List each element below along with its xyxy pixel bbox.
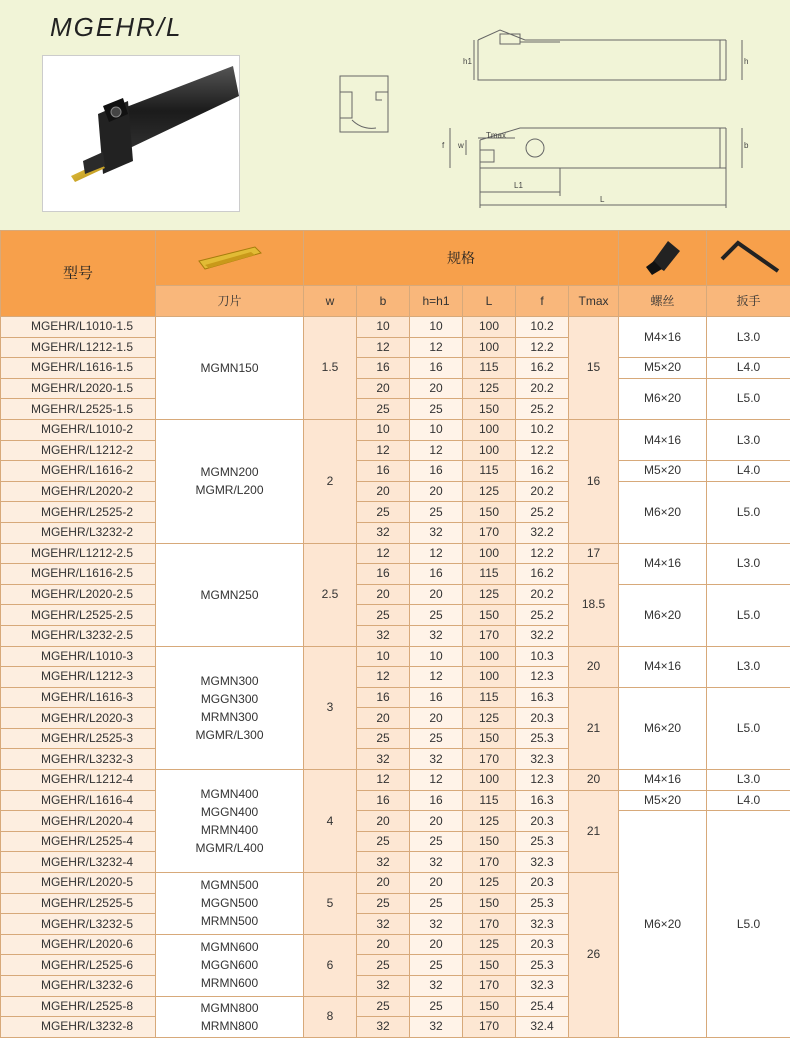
key-cell: L3.0 <box>707 646 790 687</box>
b-cell: 16 <box>357 687 410 708</box>
blade-name: MGMR/L300 <box>195 727 264 742</box>
f-cell: 32.4 <box>516 1017 569 1038</box>
screw-cell: M4×16 <box>619 770 707 791</box>
model-cell: MGEHR/L2020-3 <box>1 708 156 729</box>
b-cell: 10 <box>357 419 410 440</box>
screw-image-cell <box>619 231 707 286</box>
f-cell: 20.3 <box>516 934 569 955</box>
key-cell: L3.0 <box>707 419 790 460</box>
model-cell: MGEHR/L2020-6 <box>1 934 156 955</box>
w-cell: 3 <box>304 646 357 770</box>
l-cell: 100 <box>463 337 516 358</box>
model-cell: MGEHR/L2525-8 <box>1 996 156 1017</box>
l-cell: 170 <box>463 749 516 770</box>
screw-cell: M4×16 <box>619 543 707 584</box>
l-cell: 100 <box>463 770 516 791</box>
b-cell: 25 <box>357 893 410 914</box>
model-cell: MGEHR/L3232-2.5 <box>1 625 156 646</box>
label-tmax: Tmax <box>486 131 506 140</box>
h-cell: 20 <box>410 873 463 894</box>
l-cell: 150 <box>463 893 516 914</box>
table-row <box>1 317 790 338</box>
screw-cell: M4×16 <box>619 317 707 358</box>
model-header: 型号 <box>1 231 156 317</box>
model-cell: MGEHR/L3232-2 <box>1 522 156 543</box>
h-cell: 25 <box>410 728 463 749</box>
model-cell: MGEHR/L2525-4 <box>1 831 156 852</box>
b-cell: 32 <box>357 914 410 935</box>
table-row <box>1 687 790 708</box>
f-cell: 10.3 <box>516 646 569 667</box>
model-cell: MGEHR/L3232-5 <box>1 914 156 935</box>
blade-name: MGGN300 <box>200 691 259 706</box>
b-cell: 20 <box>357 708 410 729</box>
key-cell: L3.0 <box>707 317 790 358</box>
b-cell: 32 <box>357 749 410 770</box>
model-cell: MGEHR/L1212-2 <box>1 440 156 461</box>
label-f: f <box>442 141 445 150</box>
l-cell: 115 <box>463 461 516 482</box>
model-cell: MGEHR/L1010-3 <box>1 646 156 667</box>
l-cell: 115 <box>463 687 516 708</box>
blade-name: MGMN150 <box>200 360 259 375</box>
b-cell: 20 <box>357 934 410 955</box>
f-cell: 12.2 <box>516 440 569 461</box>
h-cell: 32 <box>410 914 463 935</box>
model-cell: MGEHR/L1616-4 <box>1 790 156 811</box>
model-cell: MGEHR/L2525-2 <box>1 502 156 523</box>
h-header: h=h1 <box>410 286 463 317</box>
w-cell: 1.5 <box>304 317 357 420</box>
h-cell: 25 <box>410 605 463 626</box>
f-cell: 25.2 <box>516 502 569 523</box>
header-row <box>1 231 790 286</box>
blade-name: MGGN400 <box>200 805 259 820</box>
blade-name: MRMN400 <box>200 823 259 838</box>
l-cell: 125 <box>463 934 516 955</box>
model-cell: MGEHR/L2525-5 <box>1 893 156 914</box>
f-cell: 25.2 <box>516 605 569 626</box>
b-cell: 12 <box>357 543 410 564</box>
w-cell: 2.5 <box>304 543 357 646</box>
h-cell: 16 <box>410 564 463 585</box>
l-cell: 125 <box>463 481 516 502</box>
screw-cell: M6×20 <box>619 481 707 543</box>
key-header: 扳手 <box>707 286 790 317</box>
f-cell: 20.3 <box>516 873 569 894</box>
l-header: L <box>463 286 516 317</box>
model-cell: MGEHR/L2525-2.5 <box>1 605 156 626</box>
h-cell: 12 <box>410 770 463 791</box>
w-cell: 2 <box>304 419 357 543</box>
w-cell: 5 <box>304 873 357 935</box>
screw-cell: M6×20 <box>619 687 707 769</box>
table-row <box>1 461 790 482</box>
b-cell: 16 <box>357 358 410 379</box>
f-cell: 32.3 <box>516 749 569 770</box>
l-cell: 100 <box>463 646 516 667</box>
tmax-cell: 26 <box>569 873 619 1038</box>
model-cell: MGEHR/L2020-4 <box>1 811 156 832</box>
l-cell: 115 <box>463 358 516 379</box>
l-cell: 100 <box>463 317 516 338</box>
blade-name: MGMN500 <box>200 878 259 893</box>
f-cell: 16.3 <box>516 790 569 811</box>
insert-icon <box>195 241 265 273</box>
model-cell: MGEHR/L3232-8 <box>1 1017 156 1038</box>
l-cell: 150 <box>463 728 516 749</box>
blade-cell <box>156 770 304 873</box>
table-row <box>1 543 790 564</box>
blade-cell <box>156 317 304 420</box>
f-cell: 12.2 <box>516 337 569 358</box>
l-cell: 170 <box>463 1017 516 1038</box>
model-cell: MGEHR/L1010-2 <box>1 419 156 440</box>
b-cell: 32 <box>357 625 410 646</box>
blade-name: MGMN250 <box>200 587 259 602</box>
f-cell: 12.3 <box>516 770 569 791</box>
table-row <box>1 584 790 605</box>
h-cell: 20 <box>410 811 463 832</box>
blade-name: MGMN600 <box>200 940 259 955</box>
screw-cell: M5×20 <box>619 461 707 482</box>
tmax-cell: 17 <box>569 543 619 564</box>
screw-cell: M6×20 <box>619 811 707 1038</box>
blade-name: MRMN800 <box>200 1018 259 1033</box>
w-cell: 8 <box>304 996 357 1037</box>
b-header: b <box>357 286 410 317</box>
label-w: w <box>458 141 464 150</box>
tmax-cell: 18.5 <box>569 564 619 646</box>
l-cell: 100 <box>463 419 516 440</box>
f-header: f <box>516 286 569 317</box>
key-cell: L5.0 <box>707 687 790 769</box>
model-cell: MGEHR/L3232-3 <box>1 749 156 770</box>
model-cell: MGEHR/L2020-1.5 <box>1 378 156 399</box>
blade-name: MRMN600 <box>200 976 259 991</box>
h-cell: 32 <box>410 522 463 543</box>
blade-cell <box>156 543 304 646</box>
h-cell: 16 <box>410 461 463 482</box>
f-cell: 12.3 <box>516 667 569 688</box>
blade-name: MGGN600 <box>200 958 259 973</box>
f-cell: 20.2 <box>516 481 569 502</box>
table-row <box>1 378 790 399</box>
model-cell: MGEHR/L1010-1.5 <box>1 317 156 338</box>
key-cell: L5.0 <box>707 811 790 1038</box>
blade-name: MGMN400 <box>200 787 259 802</box>
b-cell: 10 <box>357 317 410 338</box>
b-cell: 12 <box>357 770 410 791</box>
table-row <box>1 358 790 379</box>
blade-name: MGMR/L400 <box>195 841 264 856</box>
blade-header: 刀片 <box>156 286 304 317</box>
l-cell: 170 <box>463 852 516 873</box>
model-cell: MGEHR/L3232-4 <box>1 852 156 873</box>
h-cell: 32 <box>410 976 463 997</box>
model-cell: MGEHR/L2525-1.5 <box>1 399 156 420</box>
h-cell: 12 <box>410 440 463 461</box>
f-cell: 32.2 <box>516 522 569 543</box>
insert-image-cell <box>156 231 304 286</box>
f-cell: 25.3 <box>516 831 569 852</box>
w-cell: 4 <box>304 770 357 873</box>
l-cell: 100 <box>463 667 516 688</box>
l-cell: 125 <box>463 378 516 399</box>
f-cell: 25.2 <box>516 399 569 420</box>
b-cell: 20 <box>357 378 410 399</box>
l-cell: 115 <box>463 564 516 585</box>
h-cell: 20 <box>410 378 463 399</box>
l-cell: 170 <box>463 976 516 997</box>
b-cell: 25 <box>357 502 410 523</box>
b-cell: 16 <box>357 564 410 585</box>
key-cell: L5.0 <box>707 378 790 419</box>
f-cell: 20.2 <box>516 584 569 605</box>
f-cell: 16.2 <box>516 461 569 482</box>
h-cell: 25 <box>410 399 463 420</box>
b-cell: 20 <box>357 481 410 502</box>
blade-name: MGMN200 <box>200 465 259 480</box>
h-cell: 25 <box>410 831 463 852</box>
tmax-cell: 20 <box>569 770 619 791</box>
f-cell: 10.2 <box>516 317 569 338</box>
b-cell: 12 <box>357 337 410 358</box>
screw-cell: M6×20 <box>619 584 707 646</box>
b-cell: 16 <box>357 461 410 482</box>
b-cell: 32 <box>357 976 410 997</box>
label-h1: h1 <box>463 57 472 66</box>
screw-cell: M4×16 <box>619 419 707 460</box>
key-cell: L4.0 <box>707 358 790 379</box>
l-cell: 100 <box>463 543 516 564</box>
table-row <box>1 770 790 791</box>
key-cell: L4.0 <box>707 790 790 811</box>
spec-header: 规格 <box>304 231 619 286</box>
l-cell: 150 <box>463 996 516 1017</box>
b-cell: 25 <box>357 399 410 420</box>
w-header: w <box>304 286 357 317</box>
page-title: MGEHR/L <box>50 12 183 42</box>
b-cell: 20 <box>357 873 410 894</box>
b-cell: 20 <box>357 811 410 832</box>
model-cell: MGEHR/L2020-2.5 <box>1 584 156 605</box>
model-cell: MGEHR/L1616-1.5 <box>1 358 156 379</box>
key-cell: L3.0 <box>707 543 790 584</box>
h-cell: 12 <box>410 337 463 358</box>
screw-cell: M6×20 <box>619 378 707 419</box>
f-cell: 20.3 <box>516 811 569 832</box>
model-cell: MGEHR/L1616-3 <box>1 687 156 708</box>
h-cell: 32 <box>410 749 463 770</box>
hex-key-icon <box>714 237 784 277</box>
h-cell: 16 <box>410 790 463 811</box>
b-cell: 32 <box>357 522 410 543</box>
tmax-header: Tmax <box>569 286 619 317</box>
key-cell: L3.0 <box>707 770 790 791</box>
h-cell: 10 <box>410 317 463 338</box>
b-cell: 16 <box>357 790 410 811</box>
blade-name: MGMN300 <box>200 673 259 688</box>
b-cell: 12 <box>357 667 410 688</box>
h-cell: 20 <box>410 584 463 605</box>
h-cell: 10 <box>410 419 463 440</box>
b-cell: 25 <box>357 955 410 976</box>
blade-cell <box>156 873 304 935</box>
label-b: b <box>744 141 749 150</box>
b-cell: 25 <box>357 996 410 1017</box>
screw-cell: M4×16 <box>619 646 707 687</box>
h-cell: 16 <box>410 358 463 379</box>
tmax-cell: 15 <box>569 317 619 420</box>
screw-header: 螺丝 <box>619 286 707 317</box>
l-cell: 125 <box>463 584 516 605</box>
blade-cell <box>156 934 304 996</box>
h-cell: 12 <box>410 667 463 688</box>
label-h: h <box>744 57 749 66</box>
header-panel <box>0 0 790 230</box>
f-cell: 32.2 <box>516 625 569 646</box>
l-cell: 170 <box>463 522 516 543</box>
f-cell: 25.3 <box>516 728 569 749</box>
b-cell: 32 <box>357 852 410 873</box>
b-cell: 20 <box>357 584 410 605</box>
w-cell: 6 <box>304 934 357 996</box>
b-cell: 25 <box>357 728 410 749</box>
l-cell: 150 <box>463 502 516 523</box>
h-cell: 25 <box>410 893 463 914</box>
f-cell: 16.2 <box>516 564 569 585</box>
h-cell: 20 <box>410 481 463 502</box>
l-cell: 170 <box>463 914 516 935</box>
h-cell: 10 <box>410 646 463 667</box>
tmax-cell: 16 <box>569 419 619 543</box>
model-cell: MGEHR/L1616-2 <box>1 461 156 482</box>
screw-cell: M5×20 <box>619 358 707 379</box>
label-l1: L1 <box>514 181 523 190</box>
f-cell: 20.3 <box>516 708 569 729</box>
table-row <box>1 419 790 440</box>
l-cell: 125 <box>463 873 516 894</box>
b-cell: 25 <box>357 831 410 852</box>
tmax-cell: 20 <box>569 646 619 687</box>
model-cell: MGEHR/L2525-3 <box>1 728 156 749</box>
f-cell: 20.2 <box>516 378 569 399</box>
table-row <box>1 646 790 667</box>
blade-name: MGGN500 <box>200 896 259 911</box>
key-cell: L5.0 <box>707 584 790 646</box>
model-cell: MGEHR/L3232-6 <box>1 976 156 997</box>
blade-cell <box>156 419 304 543</box>
l-cell: 125 <box>463 708 516 729</box>
model-cell: MGEHR/L1212-1.5 <box>1 337 156 358</box>
l-cell: 150 <box>463 831 516 852</box>
h-cell: 25 <box>410 996 463 1017</box>
spec-table <box>0 230 790 1038</box>
f-cell: 16.2 <box>516 358 569 379</box>
model-cell: MGEHR/L2525-6 <box>1 955 156 976</box>
h-cell: 20 <box>410 708 463 729</box>
tmax-cell: 21 <box>569 790 619 872</box>
l-cell: 170 <box>463 625 516 646</box>
l-cell: 150 <box>463 605 516 626</box>
b-cell: 32 <box>357 1017 410 1038</box>
model-cell: MGEHR/L2020-5 <box>1 873 156 894</box>
model-cell: MGEHR/L1212-2.5 <box>1 543 156 564</box>
l-cell: 100 <box>463 440 516 461</box>
b-cell: 25 <box>357 605 410 626</box>
screw-icon <box>638 237 688 277</box>
l-cell: 115 <box>463 790 516 811</box>
f-cell: 10.2 <box>516 419 569 440</box>
h-cell: 25 <box>410 955 463 976</box>
blade-name: MGMN800 <box>200 1000 259 1015</box>
blade-cell <box>156 996 304 1037</box>
h-cell: 12 <box>410 543 463 564</box>
h-cell: 32 <box>410 625 463 646</box>
tmax-cell: 21 <box>569 687 619 769</box>
f-cell: 32.3 <box>516 914 569 935</box>
f-cell: 12.2 <box>516 543 569 564</box>
f-cell: 25.4 <box>516 996 569 1017</box>
blade-cell <box>156 646 304 770</box>
table-row <box>1 811 790 832</box>
key-cell: L4.0 <box>707 461 790 482</box>
table-row <box>1 481 790 502</box>
f-cell: 32.3 <box>516 852 569 873</box>
f-cell: 32.3 <box>516 976 569 997</box>
h-cell: 20 <box>410 934 463 955</box>
model-cell: MGEHR/L2020-2 <box>1 481 156 502</box>
f-cell: 16.3 <box>516 687 569 708</box>
blade-name: MGMR/L200 <box>195 483 264 498</box>
h-cell: 25 <box>410 502 463 523</box>
f-cell: 25.3 <box>516 893 569 914</box>
screw-cell: M5×20 <box>619 790 707 811</box>
label-l: L <box>600 195 605 204</box>
key-image-cell <box>707 231 790 286</box>
model-cell: MGEHR/L1616-2.5 <box>1 564 156 585</box>
blade-name: MRMN500 <box>200 914 259 929</box>
table-row <box>1 790 790 811</box>
h-cell: 32 <box>410 852 463 873</box>
model-cell: MGEHR/L1212-4 <box>1 770 156 791</box>
l-cell: 125 <box>463 811 516 832</box>
l-cell: 150 <box>463 399 516 420</box>
blade-name: MRMN300 <box>200 709 259 724</box>
f-cell: 25.3 <box>516 955 569 976</box>
b-cell: 10 <box>357 646 410 667</box>
b-cell: 12 <box>357 440 410 461</box>
technical-drawing <box>0 0 790 230</box>
l-cell: 150 <box>463 955 516 976</box>
h-cell: 16 <box>410 687 463 708</box>
key-cell: L5.0 <box>707 481 790 543</box>
h-cell: 32 <box>410 1017 463 1038</box>
model-cell: MGEHR/L1212-3 <box>1 667 156 688</box>
